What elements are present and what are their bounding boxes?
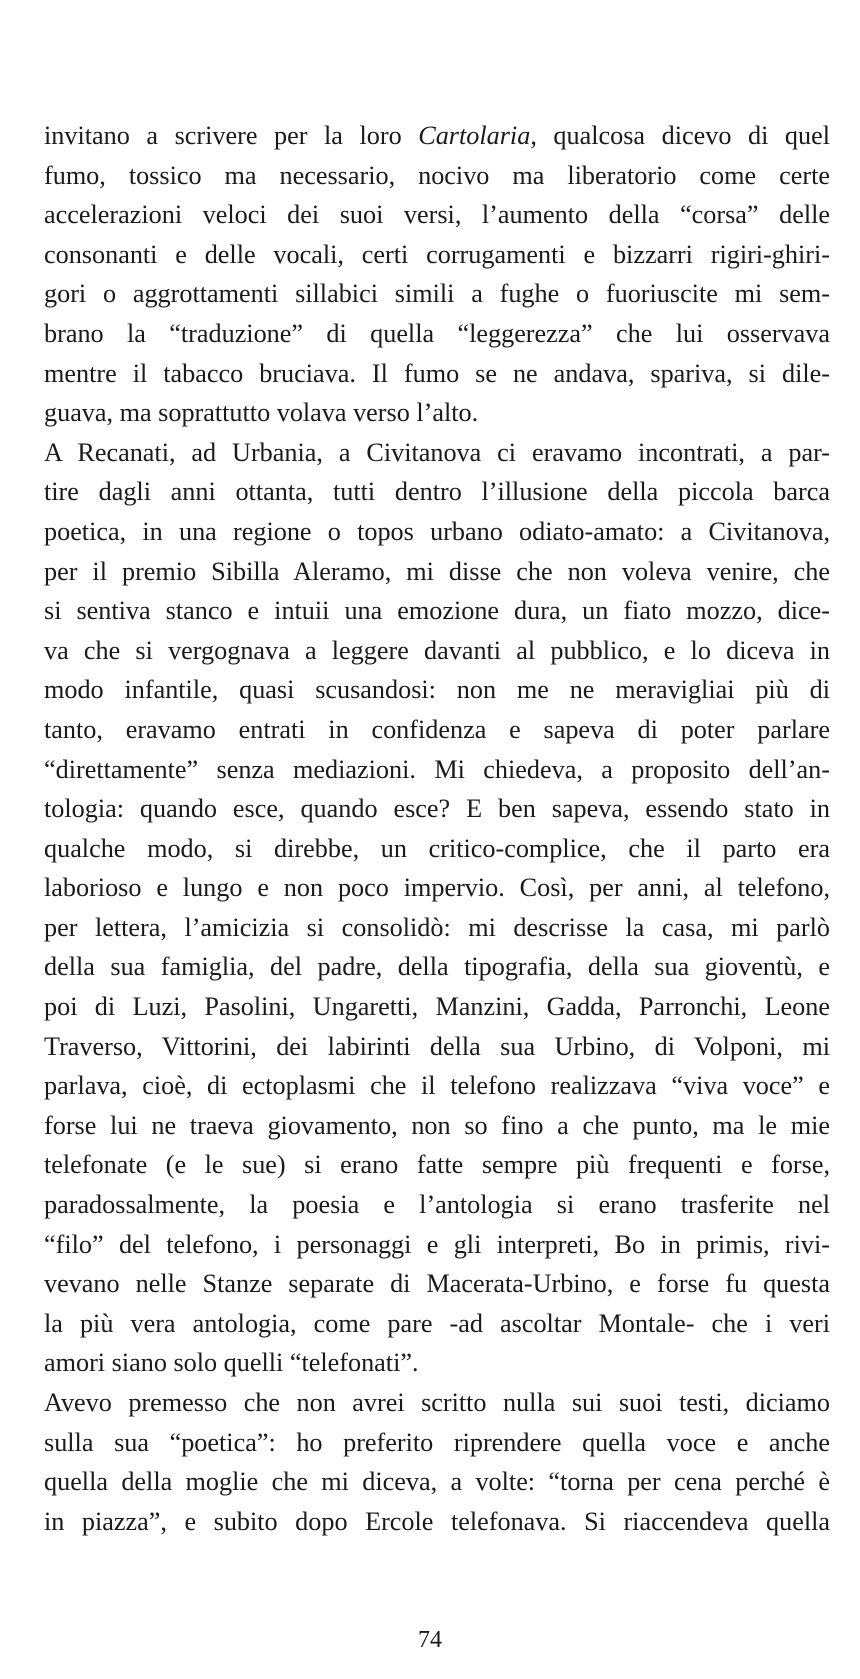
text-line: si sentiva stanco e intuii una emozione dura, un fiato mozzo, dice- xyxy=(44,596,830,626)
text-line: mentre il tabacco bruciava. Il fumo se ne andava, spariva, si dile- xyxy=(44,358,830,388)
text-line xyxy=(44,116,830,156)
text-line: consonanti e delle vocali, certi corrugamenti e bizzarri rigiri-ghiri- xyxy=(44,239,830,269)
text-line: gori o aggrottamenti sillabici simili a fughe o fuoriuscite mi sem- xyxy=(44,279,830,309)
text-line: per lettera, l’amicizia si consolidò: mi descrisse la casa, mi parlò xyxy=(44,912,830,942)
text-line: vevano nelle Stanze separate di Macerata-Urbino, e forse fu questa xyxy=(44,1269,830,1299)
text-line: “filo” del telefono, i personaggi e gli interpreti, Bo in primis, rivi- xyxy=(44,1229,830,1259)
text-line: la più vera antologia, come pare -ad ascoltar Montale- che i veri xyxy=(44,1308,830,1338)
text-line: quella della moglie che mi diceva, a volte: “torna per cena perché è xyxy=(44,1467,830,1497)
text-line: brano la “traduzione” di quella “leggerezza” che lui osservava xyxy=(44,318,830,348)
text-line: tire dagli anni ottanta, tutti dentro l’illusione della piccola barca xyxy=(44,477,830,507)
text-line: guava, ma soprattutto volava verso l’alto. xyxy=(44,398,479,428)
text-line: telefonate (e le sue) si erano fatte sempre più frequenti e forse, xyxy=(44,1150,830,1180)
text-line: poi di Luzi, Pasolini, Ungaretti, Manzini, Gadda, Parronchi, Leone xyxy=(44,992,830,1022)
text-line: in piazza”, e subito dopo Ercole telefonava. Si riaccendeva quella xyxy=(44,1506,830,1536)
text-line: fumo, tossico ma necessario, nocivo ma liberatorio come certe xyxy=(44,160,830,190)
text-line: accelerazioni veloci dei suoi versi, l’aumento della “corsa” delle xyxy=(44,200,830,230)
text-line: amori siano solo quelli “telefonati”. xyxy=(44,1348,419,1378)
italic-title: Cartolaria xyxy=(418,121,531,150)
body-text xyxy=(44,116,830,1541)
text-line: per il premio Sibilla Aleramo, mi disse che non voleva venire, che xyxy=(44,556,830,586)
text-line: tologia: quando esce, quando esce? E ben sapeva, essendo stato in xyxy=(44,794,830,824)
text-line: forse lui ne traeva giovamento, non so fino a che punto, ma le mie xyxy=(44,1110,830,1140)
text-line: della sua famiglia, del padre, della tipografia, della sua gioventù, e xyxy=(44,952,830,982)
text-line: sulla sua “poetica”: ho preferito riprendere quella voce e anche xyxy=(44,1427,830,1457)
page-number: 74 xyxy=(418,1627,442,1653)
text-line: tanto, eravamo entrati in confidenza e sapeva di poter parlare xyxy=(44,714,830,744)
text-line: laborioso e lungo e non poco impervio. Così, per anni, al telefono, xyxy=(44,873,830,903)
text-line: “direttamente” senza mediazioni. Mi chiedeva, a proposito dell’an- xyxy=(44,754,830,784)
text-line: qualche modo, si direbbe, un critico-complice, che il parto era xyxy=(44,833,830,863)
text-line: va che si vergognava a leggere davanti al pubblico, e lo diceva in xyxy=(44,635,830,665)
text-line: A Recanati, ad Urbania, a Civitanova ci eravamo incontrati, a par- xyxy=(44,437,830,467)
text-line: Avevo premesso che non avrei scritto nulla sui suoi testi, diciamo xyxy=(44,1388,830,1417)
text-segment: , qualcosa dicevo di quel xyxy=(530,121,830,150)
text-segment: invitano a scrivere per la loro xyxy=(44,121,419,150)
text-line: paradossalmente, la poesia e l’antologia si erano trasferite nel xyxy=(44,1190,830,1220)
text-line: poetica, in una regione o topos urbano odiato-amato: a Civitanova, xyxy=(44,516,830,546)
text-line: Traverso, Vittorini, dei labirinti della sua Urbino, di Volponi, mi xyxy=(44,1031,830,1061)
text-line: modo infantile, quasi scusandosi: non me ne meravigliai più di xyxy=(44,675,830,705)
text-line: parlava, cioè, di ectoplasmi che il telefono realizzava “viva voce” e xyxy=(44,1071,830,1101)
